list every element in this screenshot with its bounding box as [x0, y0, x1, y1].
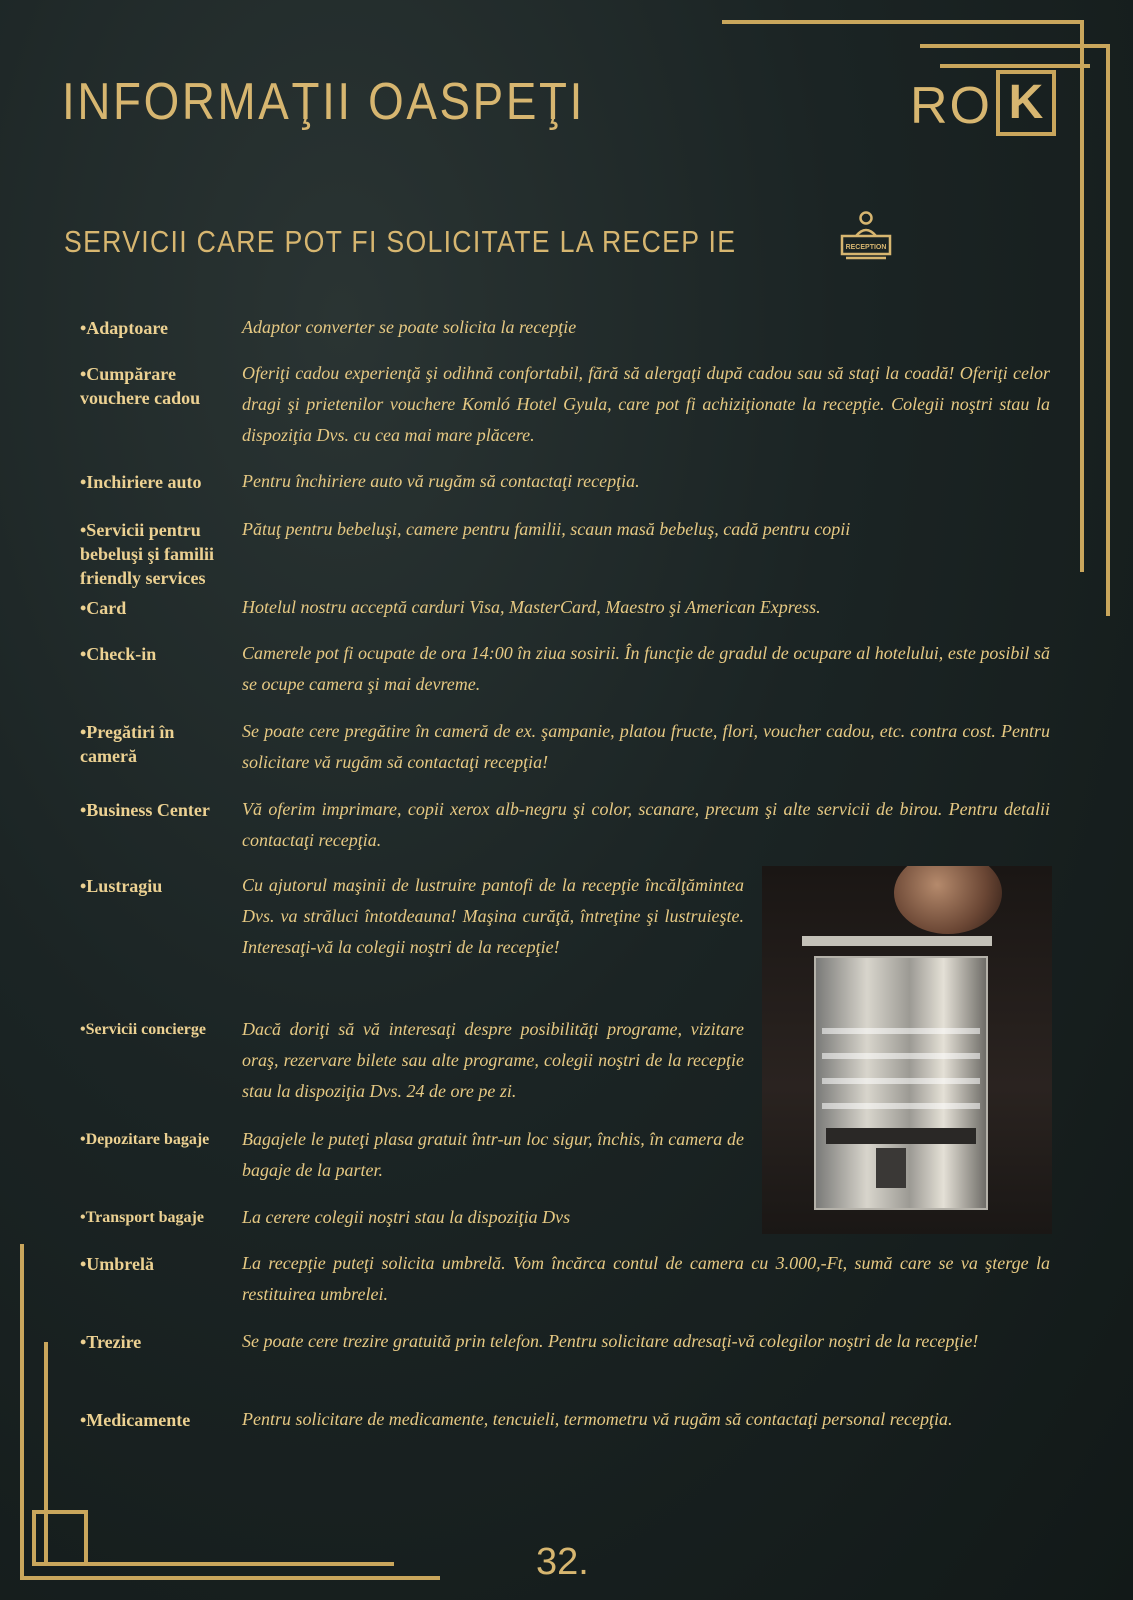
- frame-line: [44, 1562, 394, 1566]
- service-description: Cu ajutorul maşinii de lustruire pantofi de la recepţie încălţămintea Dvs. va străluci întotdeauna! Maşina curăţă, întreţine şi lustruieşte. Interesaţi-vă la colegii noştri de la recepţie!: [242, 875, 744, 957]
- service-label: •Servicii pentru bebeluşi şi familii friendly services: [80, 520, 215, 588]
- machine-handle: [802, 936, 992, 946]
- logo-box: [996, 70, 1056, 136]
- frame-line: [722, 20, 1084, 24]
- service-label: •Pregătiri în cameră: [80, 722, 175, 766]
- page-number: 32.: [536, 1541, 589, 1583]
- logo-letter: K: [1008, 76, 1044, 129]
- frame-line: [920, 44, 1110, 48]
- service-description: Hotelul nostru acceptă carduri Visa, MasterCard, Maestro şi American Express.: [242, 597, 821, 617]
- service-label: •Depozitare bagaje: [80, 1131, 210, 1148]
- page-title: INFORMAŢII OASPEŢI: [62, 73, 585, 131]
- service-label: •Check-in: [80, 644, 157, 664]
- frame-line: [940, 64, 1090, 68]
- service-label: •Card: [80, 598, 127, 618]
- service-description: Bagajele le puteţi plasa gratuit într-un loc sigur, închis, în camera de bagaje de la parter.: [242, 1129, 744, 1180]
- service-label: •Lustragiu: [80, 876, 163, 896]
- service-description: Oferiţi cadou experienţă şi odihnă confortabil, fără să alergaţi după cadou sau să staţi la coadă! Oferiţi celor dragi şi prietenilor vouchere Komló Hotel Gyula, care pot fi achiziţionate la recepţie. Colegii noştri stau la dispoziţia Dvs. cu cea mai mare plăcere.: [242, 363, 1050, 445]
- machine-body: [814, 956, 988, 1210]
- service-label: •Adaptoare: [80, 318, 168, 338]
- service-label: •Transport bagaje: [80, 1209, 204, 1226]
- service-label: •Servicii concierge: [80, 1021, 206, 1038]
- service-label: •Medicamente: [80, 1410, 191, 1430]
- corner-square: [32, 1510, 88, 1566]
- frame-line: [1106, 44, 1110, 616]
- reception-icon-label: RECEPTION: [845, 244, 887, 251]
- lamp-shape: [894, 866, 1002, 934]
- shoe-polisher-photo: [762, 866, 1052, 1234]
- service-description: Se poate cere pregătire în cameră de ex. şampanie, platou fructe, flori, voucher cadou, etc. contra cost. Pentru solicitare vă rugăm să contactaţi recepţia!: [242, 721, 1050, 772]
- service-description: Pentru solicitare de medicamente, tencuieli, termometru vă rugăm să contactaţi personal recepţia.: [242, 1409, 953, 1429]
- service-label: •Inchiriere auto: [80, 472, 202, 492]
- service-description: Dacă doriţi să vă interesaţi despre posibilităţi programe, vizitare oraş, rezervare bilete sau alte programe, colegii noştri de la recepţie stau la dispoziţia Dvs. 24 de ore pe zi.: [242, 1019, 744, 1101]
- frame-line: [20, 1244, 24, 1580]
- service-label: •Business Center: [80, 800, 210, 820]
- service-description: La cerere colegii noştri stau la dispoziţia Dvs: [242, 1207, 571, 1227]
- section-title: SERVICII CARE POT FI SOLICITATE LA RECEP IE: [64, 224, 737, 259]
- service-label: •Trezire: [80, 1332, 142, 1352]
- frame-line: [1080, 20, 1084, 572]
- logo-text: RO: [910, 77, 992, 135]
- service-description: La recepţie puteţi solicita umbrelă. Vom încărca contul de camera cu 3.000,-Ft, sumă care se va şterge la restituirea umbrelei.: [242, 1253, 1050, 1304]
- service-description: Pentru închiriere auto vă rugăm să contactaţi recepţia.: [242, 471, 640, 491]
- service-label: •Umbrelă: [80, 1254, 154, 1274]
- service-description: Pătuţ pentru bebeluşi, camere pentru familii, scaun masă bebeluş, cadă pentru copii: [242, 519, 851, 539]
- service-description: Adaptor converter se poate solicita la recepţie: [242, 317, 577, 337]
- service-description: Se poate cere trezire gratuită prin telefon. Pentru solicitare adresaţi-vă colegilor noştri de la recepţie!: [242, 1331, 979, 1351]
- service-description: Vă oferim imprimare, copii xerox alb-negru şi color, scanare, precum şi alte servicii de birou. Pentru detalii contactaţi recepţia.: [242, 799, 1050, 850]
- reception-icon: [838, 210, 894, 262]
- service-description: Camerele pot fi ocupate de ora 14:00 în ziua sosirii. În funcţie de gradul de ocupare al hotelului, este posibil să se ocupe camera şi mai devreme.: [242, 643, 1050, 694]
- service-label: •Cumpărare vouchere cadou: [80, 364, 201, 408]
- frame-line: [20, 1576, 440, 1580]
